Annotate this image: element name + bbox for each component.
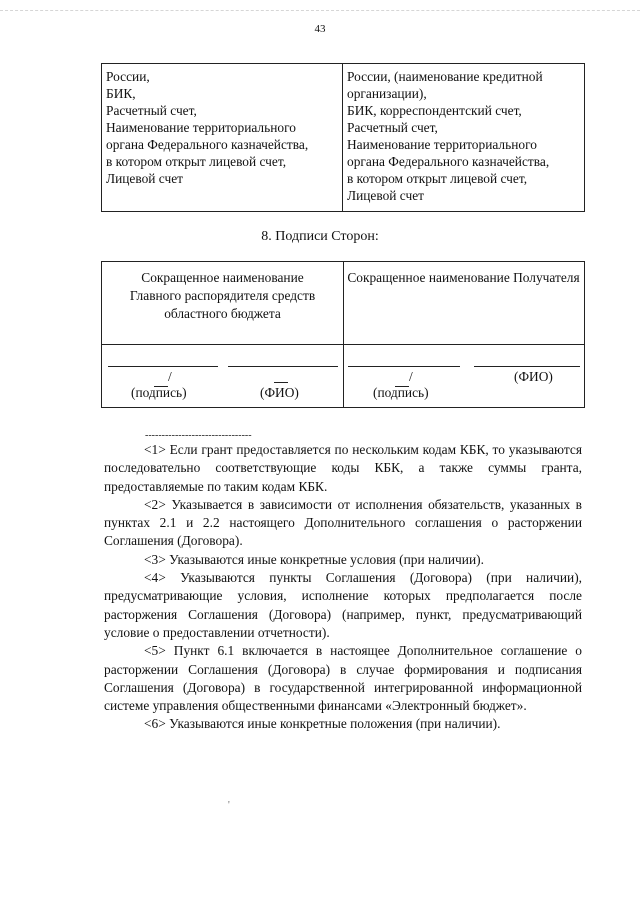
- recipient-slash: /: [409, 369, 413, 384]
- grantor-slash: /: [168, 369, 172, 384]
- section-title: 8. Подписи Сторон:: [261, 229, 379, 244]
- requisites-left-line: органа Федерального казначейства,: [106, 137, 309, 152]
- grantor-name-underline: [274, 382, 288, 383]
- footnote: <4> Указываются пункты Соглашения (Договора) (при наличии), предусматривающие условия, исполнение которых предполагается после расторжения Соглашения (Договора) (например, пункт, предусматривающий условие о предоставлении отчетности).: [104, 570, 582, 640]
- requisites-left-column: [102, 64, 343, 211]
- page-number: 43: [314, 23, 326, 35]
- grantor-header-line: Главного распорядителя средств: [129, 288, 316, 303]
- top-border: [0, 10, 640, 11]
- row-divider: [102, 344, 584, 345]
- requisites-left-line: БИК,: [106, 86, 136, 101]
- grantor-signature-line: [108, 366, 218, 367]
- grantor-header-line: областного бюджета: [164, 306, 281, 321]
- signatures-table: [101, 261, 585, 408]
- stray-mark: ': [228, 800, 230, 811]
- requisites-right-line: в котором открыт лицевой счет,: [347, 171, 528, 186]
- grantor-name-label: (ФИО): [260, 385, 299, 400]
- grantor-header: [102, 269, 343, 323]
- footnote-divider: --------------------------------: [145, 430, 252, 441]
- grantor-header-line: Сокращенное наименование: [141, 270, 304, 285]
- requisites-right-line: органа Федерального казначейства,: [347, 154, 550, 169]
- recipient-name-label: (ФИО): [514, 369, 553, 384]
- requisites-left-line: в котором открыт лицевой счет,: [106, 154, 287, 169]
- recipient-name-line: [474, 366, 580, 367]
- footnote: <2> Указывается в зависимости от исполнения обязательств, указанных в пунктах 2.1 и 2.2 настоящего Дополнительного соглашения о расторжении Соглашения (Договора).: [104, 496, 582, 549]
- requisites-left-line: Расчетный счет,: [106, 103, 197, 118]
- requisites-right-line: БИК, корреспондентский счет,: [347, 103, 522, 118]
- grantor-name-line: [228, 366, 338, 367]
- footnote: <5> Пункт 6.1 включается в настоящее Дополнительное соглашение о расторжении Соглашения (Договора) в случае формирования и подписания Соглашения (Договора) в государственной интегрированной информационной системе управления общественными финансами «Электронный бюджет».: [104, 643, 582, 714]
- footnotes: [104, 441, 582, 734]
- footnote: <6> Указываются иные конкретные положения (при наличии).: [144, 716, 501, 732]
- requisites-right-column: [343, 64, 584, 211]
- requisites-right-line: Расчетный счет,: [347, 120, 438, 135]
- grantor-signature-label: (подпись): [131, 385, 187, 400]
- requisites-right-line: Наименование территориального: [347, 137, 537, 152]
- recipient-signature-label: (подпись): [373, 385, 429, 400]
- requisites-table: [101, 63, 585, 212]
- recipient-signature-line: [348, 366, 460, 367]
- footnote: <3> Указываются иные конкретные условия (при наличии).: [144, 551, 484, 567]
- requisites-left-line: Лицевой счет: [106, 171, 184, 186]
- requisites-right-line: Лицевой счет: [347, 188, 425, 203]
- recipient-header: Сокращенное наименование Получателя: [347, 270, 580, 285]
- requisites-right-line: организации),: [347, 86, 427, 101]
- requisites-right-line: России, (наименование кредитной: [347, 69, 543, 84]
- requisites-left-line: России,: [106, 69, 150, 84]
- requisites-left-line: Наименование территориального: [106, 120, 296, 135]
- footnote: <1> Если грант предоставляется по нескольким кодам КБК, то указываются последовательно соответствующие коды КБК, а также суммы гранта, предоставляемые по таким кодам КБК.: [104, 442, 582, 494]
